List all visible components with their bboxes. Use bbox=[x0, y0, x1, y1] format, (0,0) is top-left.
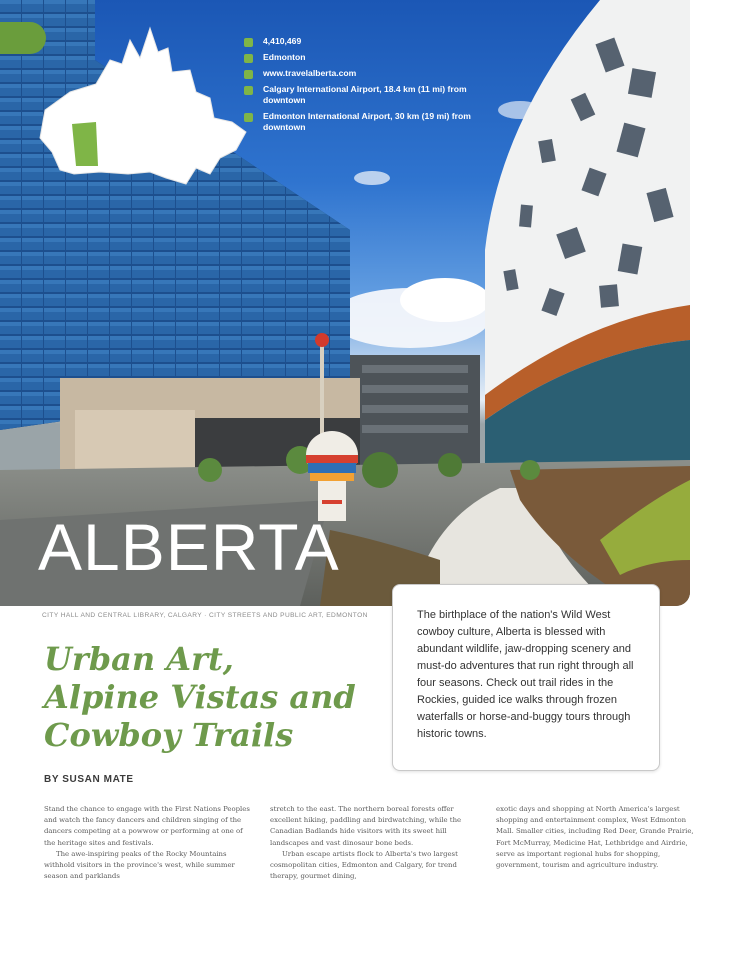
body-column-3 bbox=[496, 804, 704, 882]
fact-bullet-icon bbox=[244, 38, 253, 47]
headline-line: Urban Art, bbox=[44, 640, 234, 678]
body-column-1 bbox=[44, 804, 252, 882]
page-number-tab bbox=[0, 22, 46, 54]
fact-website bbox=[244, 68, 484, 79]
fact-edmonton-airport bbox=[244, 111, 484, 133]
fact-bullet-icon bbox=[244, 54, 253, 63]
intro-box bbox=[392, 584, 660, 771]
headline-line: Cowboy Trails bbox=[44, 716, 294, 754]
fact-calgary-airport bbox=[244, 84, 484, 106]
fact-bullet-icon bbox=[244, 86, 253, 95]
body-column-2 bbox=[270, 804, 478, 882]
fact-text: 4,410,469 bbox=[263, 36, 302, 46]
fact-capital bbox=[244, 52, 484, 63]
hero-title: ALBERTA bbox=[38, 510, 340, 584]
photo-caption: CITY HALL AND CENTRAL LIBRARY, CALGARY · CITY STREETS AND PUBLIC ART, EDMONTON bbox=[42, 612, 368, 619]
body-paragraph: Stand the chance to engage with the First Nations Peoples and watch the fancy dancers and children singing of the dancers competing at a powwow or performing at one of the heritage sites and festivals. bbox=[44, 805, 250, 847]
fact-bullet-icon bbox=[244, 70, 253, 79]
body-paragraph: The awe-inspiring peaks of the Rocky Mountains withhold visitors in the province's west, while summer season and parklands bbox=[44, 849, 235, 881]
body-paragraph: stretch to the east. The northern boreal forests offer excellent hiking, paddling and birdwatching, while the Canadian Badlands hide visitors with its sweet hill landscapes and vast dinosaur bone beds. bbox=[270, 805, 462, 847]
fact-text: Edmonton International Airport, 30 km (19 mi) from downtown bbox=[263, 111, 471, 132]
headline-line: Alpine Vistas and bbox=[44, 678, 356, 716]
fact-population bbox=[244, 36, 484, 47]
intro-text: The birthplace of the nation's Wild West cowboy culture, Alberta is blessed with abundant wildlife, jaw-dropping scenery and must-do adventures that run right through all four seasons. Check out trail rides in the Rockies, guided ice walks through frozen waterfalls or horse-and-buggy tours through historic towns. bbox=[417, 609, 634, 740]
fact-bullet-icon bbox=[244, 113, 253, 122]
province-facts bbox=[244, 36, 484, 138]
fact-text: Edmonton bbox=[263, 52, 306, 62]
fact-text: Calgary International Airport, 18.4 km (11 mi) from downtown bbox=[263, 84, 467, 105]
body-columns bbox=[44, 804, 704, 882]
fact-text[interactable]: www.travelalberta.com bbox=[263, 68, 357, 78]
article-headline bbox=[44, 640, 384, 754]
body-paragraph: Urban escape artists flock to Alberta's two largest cosmopolitan cities, Edmonton and Calgary, for trend therapy, gourmet dining, bbox=[270, 849, 458, 881]
body-paragraph: exotic days and shopping at North America's largest shopping and entertainment complex, West Edmonton Mall. Smaller cities, including Red Deer, Grande Prairie, Fort McMurray, Medicine Hat, Lethbridge and Airdrie, serve as important regional hubs for shopping, government, tourism and agriculture industry. bbox=[496, 805, 694, 870]
byline: BY SUSAN MATE bbox=[44, 774, 134, 785]
